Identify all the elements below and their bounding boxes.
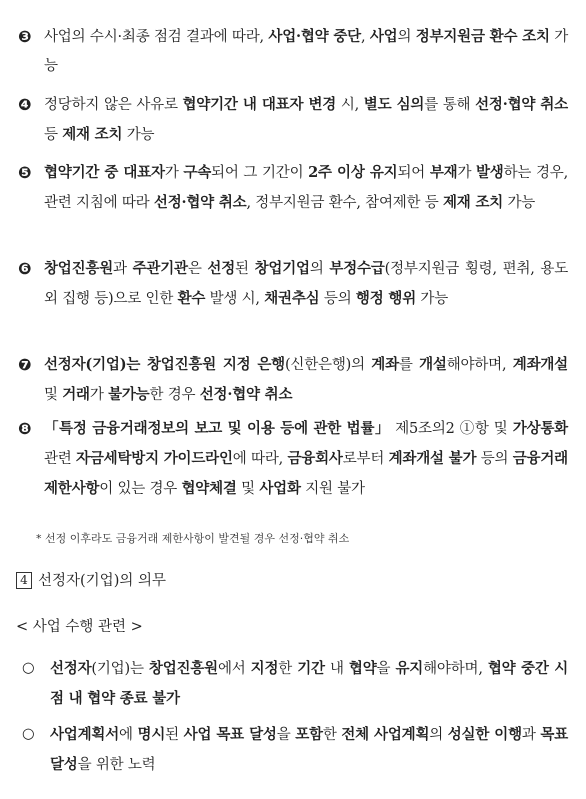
- text-run: 발생 시,: [205, 291, 265, 307]
- text-run: 제5조의2 ①항 및: [390, 421, 513, 437]
- bold-text: 명시: [137, 726, 166, 743]
- text-run: , 정부지원금 환수, 참여제한 등: [246, 195, 443, 211]
- bold-text: 협약 중간 시점 내 협약 종료 불가: [50, 660, 569, 707]
- bold-text: 제재 조치: [62, 126, 123, 143]
- bullet-mark: ○: [22, 660, 35, 676]
- text-run: 에서: [217, 661, 251, 677]
- bold-text: 정부지원금 환수 조치: [415, 28, 550, 45]
- bold-text: 지정: [250, 660, 279, 677]
- text-run: 한: [322, 727, 342, 743]
- item-number: ❺: [18, 163, 32, 182]
- text-run: (기업)는: [91, 661, 149, 677]
- text-run: 가능: [44, 29, 569, 74]
- text-run: 및: [44, 387, 63, 403]
- text-run: 내: [324, 661, 349, 677]
- text-run: 로: [163, 97, 183, 113]
- text-run: 수시·최종 점검 결과: [89, 29, 214, 45]
- bold-text: 환수: [177, 290, 206, 307]
- bold-text: 성실한 이행: [447, 726, 522, 743]
- section-title: 선정자(기업)의 의무: [38, 573, 166, 589]
- bold-text: 선정자: [50, 660, 92, 677]
- section-heading: [16, 570, 166, 592]
- text-run: 로부터: [342, 451, 389, 467]
- bold-text: 주관기관: [132, 260, 188, 277]
- bold-text: 사업·협약 중단: [268, 28, 361, 45]
- item-8: [18, 414, 568, 504]
- item-text: [44, 22, 568, 81]
- text-run: 의: [71, 29, 90, 45]
- bold-text: 선정자(기업)는: [44, 356, 147, 373]
- text-run: 지원 불가: [300, 481, 365, 497]
- item-7: [18, 350, 568, 410]
- text-run: 정당하지 않은 사유: [44, 97, 164, 113]
- bold-text: 금융회사: [287, 450, 343, 467]
- text-run: 가능: [503, 195, 536, 211]
- item-text: [44, 350, 568, 410]
- footnote: * 선정 이후라도 금융거래 제한사항이 발견될 경우 선정·협약 취소: [36, 532, 350, 545]
- text-run: 된: [235, 261, 255, 277]
- text-run: 등의: [319, 291, 356, 307]
- bold-text: 선정·협약 취소: [153, 194, 247, 211]
- bold-text: 계좌개설: [512, 356, 568, 373]
- text-run: (신한은행)의: [284, 357, 372, 373]
- bold-text: 선정: [207, 260, 236, 277]
- item-5: [18, 158, 568, 218]
- text-run: 한: [278, 661, 298, 677]
- bold-text: 부정수급: [329, 260, 385, 277]
- subsection-heading: < 사업 수행 관련 >: [16, 619, 143, 635]
- text-run: 를: [398, 357, 420, 373]
- item-number: ❽: [18, 419, 32, 438]
- bold-text: 거래: [62, 386, 90, 403]
- bold-text: 창업진흥원: [44, 260, 114, 277]
- text-run: 관련: [44, 451, 77, 467]
- text-run: 가: [89, 387, 109, 403]
- bold-text: 계좌: [371, 356, 399, 373]
- item-text: [44, 90, 568, 150]
- text-run: 가: [164, 165, 184, 181]
- bold-text: 자금세탁방지 가이드라인: [76, 450, 233, 467]
- bold-text: 사업 목표 달성: [183, 726, 277, 743]
- bold-text: 창업진흥원: [148, 660, 218, 677]
- bold-text: 유지: [395, 660, 424, 677]
- item-3: [18, 22, 568, 81]
- bold-text: 가상통화: [512, 420, 568, 437]
- bullet-item: [22, 720, 568, 780]
- item-6: [18, 254, 568, 314]
- bold-text: 목표 달성: [50, 726, 569, 773]
- text-run: 가능: [122, 127, 155, 143]
- text-run: 시,: [336, 97, 364, 113]
- bold-text: 행정 행위: [355, 290, 416, 307]
- text-run: 가: [457, 165, 476, 181]
- item-4: [18, 90, 568, 150]
- text-run: 의: [397, 29, 416, 45]
- bold-text: 창업진흥원 지정 은행: [147, 356, 285, 373]
- text-run: 과: [521, 727, 541, 743]
- text-run: 를 통해: [424, 97, 476, 113]
- text-run: 에 따라,: [232, 451, 288, 467]
- text-run: 사업: [44, 29, 72, 45]
- bold-text: 제재 조치: [443, 194, 504, 211]
- bold-text: 개설: [419, 356, 447, 373]
- text-run: 되어: [397, 165, 430, 181]
- bold-text: 포함: [295, 726, 323, 743]
- text-run: 한 경우: [149, 387, 200, 403]
- bullet-item: [22, 654, 568, 714]
- bold-text: 전체 사업계획: [341, 726, 430, 743]
- bold-text: 사업화: [259, 480, 301, 497]
- item-text: [44, 158, 568, 218]
- bold-text: 창업기업: [254, 260, 310, 277]
- text-run: 은: [187, 261, 208, 277]
- bold-text: 선정·협약 취소: [475, 96, 568, 113]
- bullet-text: [50, 654, 568, 714]
- item-text: [44, 254, 568, 314]
- text-run: 의: [309, 261, 330, 277]
- bold-text: 구속: [183, 164, 212, 181]
- text-run: 등: [44, 127, 63, 143]
- text-run: 을: [376, 661, 396, 677]
- bold-text: 협약기간 내 대표자 변경: [182, 96, 337, 113]
- item-number: ❸: [18, 27, 32, 46]
- text-run: 및: [236, 481, 260, 497]
- text-run: (정부지원금 횡령, 편취, 용도 외 집행 등)으로 인한: [44, 261, 569, 307]
- section-number-box: 4: [16, 572, 32, 589]
- bold-text: 부재: [429, 164, 458, 181]
- bold-text: 별도 심의: [363, 96, 425, 113]
- bold-text: 협약기간 중 대표자: [44, 164, 165, 181]
- text-run: 등의: [476, 451, 513, 467]
- bold-text: 기간: [297, 660, 325, 677]
- text-run: 하는 경우, 관련 지침에 따라: [44, 165, 569, 211]
- text-run: 이 있는 경우: [99, 481, 182, 497]
- bold-text: 불가능: [108, 386, 150, 403]
- bold-text: 계좌개설 불가: [388, 450, 477, 467]
- bold-text: 협약: [348, 660, 377, 677]
- bullet-mark: ○: [22, 726, 35, 742]
- bullet-text: [50, 720, 568, 780]
- text-run: 의: [429, 727, 448, 743]
- text-run: 해야하며,: [423, 661, 488, 677]
- item-number: ❹: [18, 95, 32, 114]
- text-run: 에 따라,: [213, 29, 269, 45]
- item-number: ❻: [18, 259, 32, 278]
- bold-text: 선정·협약 취소: [199, 386, 293, 403]
- item-number: ❼: [18, 355, 32, 374]
- text-run: 과: [113, 261, 133, 277]
- item-text: [44, 414, 568, 504]
- bold-text: 채권추심: [264, 290, 320, 307]
- text-run: 을: [276, 727, 296, 743]
- bold-text: 사업계획서: [50, 726, 120, 743]
- text-run: 되어 그 기간이: [211, 165, 309, 181]
- bold-text: 협약체결: [181, 480, 237, 497]
- text-run: ,: [360, 29, 370, 45]
- text-run: 에: [119, 727, 138, 743]
- bold-text: 2주 이상 유지: [308, 164, 398, 181]
- text-run: 가능: [416, 291, 449, 307]
- text-run: 해야하며,: [446, 357, 513, 373]
- bold-text: 금융거래 제한사항: [44, 450, 568, 497]
- bold-text: 사업: [369, 28, 398, 45]
- text-run: 된: [165, 727, 184, 743]
- text-run: 을 위한 노력: [77, 757, 156, 773]
- bold-text: 발생: [476, 164, 504, 181]
- bold-text: 「특정 금융거래정보의 보고 및 이용 등에 관한 법률」: [44, 420, 391, 437]
